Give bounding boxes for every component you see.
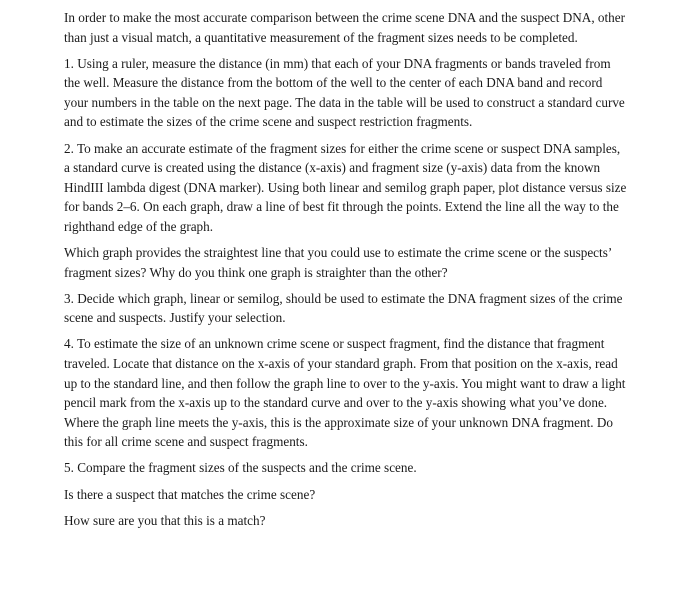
question-straightest-line: Which graph provides the straightest line that you could use to estimate the crime scene or the suspects’ fragment sizes? Why do you think one graph is straighter than the other? (64, 245, 612, 280)
step-4-paragraph: 4. To estimate the size of an unknown crime scene or suspect fragment, find the distance that fragment traveled. Locate that distance on the x-axis of your standard graph. From that position on the x-axis, read up to the standard line, and then follow the graph line to over to the y-axis. You might want to draw a light pencil mark from the x-axis up to the standard curve and over to the y-axis showing what you’ve done. Where the graph line meets the y-axis, this is the approximate size of your unknown DNA fragment. Do this for all crime scene and suspect fragments. (64, 336, 626, 450)
step-2-paragraph: 2. To make an accurate estimate of the fragment sizes for either the crime scene or suspect DNA samples, a standard curve is created using the distance (x-axis) and fragment size (y-axis) data from the known HindIII lambda digest (DNA marker). Using both linear and semilog graph paper, plot distance versus size for bands 2–6. On each graph, draw a line of best fit through the points. Extend the line all the way to the righthand edge of the graph. (64, 140, 627, 234)
step-3-paragraph: 3. Decide which graph, linear or semilog, should be used to estimate the DNA fragment sizes of the crime scene and suspects. Justify your selection. (64, 290, 623, 326)
question-match-certainty: How sure are you that this is a match? (64, 512, 266, 528)
step-1-paragraph: 1. Using a ruler, measure the distance (in mm) that each of your DNA fragments or bands traveled from the well. Measure the distance from the bottom of the well to the center of each DNA band and record your numbers in the table on the next page. The data in the table will be used to construct a standard curve and to estimate the sizes of the crime scene and suspect restriction fragments. (64, 55, 625, 130)
document-body (64, 8, 629, 537)
step-5-paragraph: 5. Compare the fragment sizes of the suspects and the crime scene. (64, 460, 417, 476)
intro-paragraph: In order to make the most accurate comparison between the crime scene DNA and the suspect DNA, other than just a visual match, a quantitative measurement of the fragment sizes needs to be completed. (64, 10, 626, 45)
question-suspect-match: Is there a suspect that matches the crime scene? (64, 486, 316, 502)
